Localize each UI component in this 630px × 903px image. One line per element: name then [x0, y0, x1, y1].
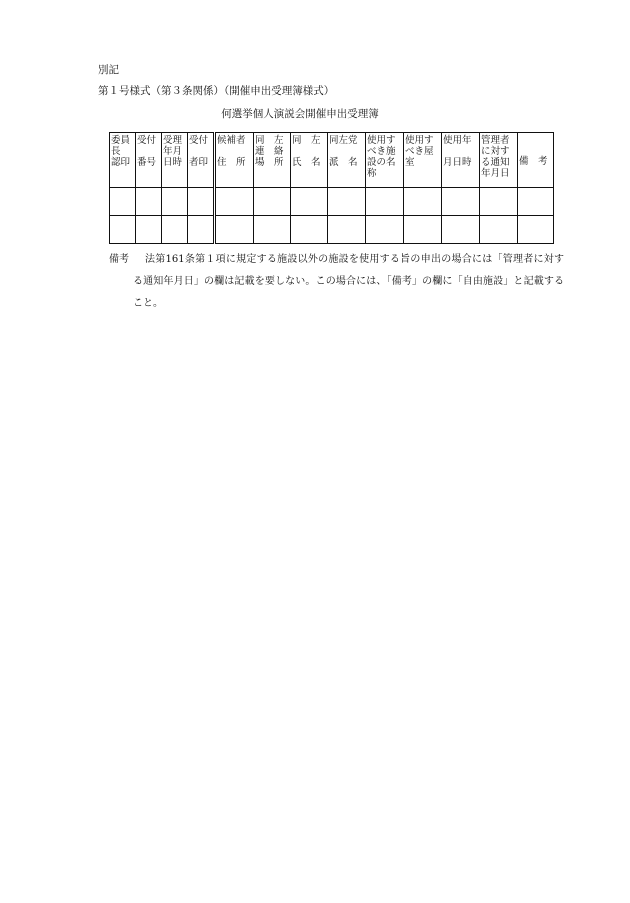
table-cell[interactable] [188, 216, 215, 244]
table-cell[interactable] [254, 188, 291, 216]
note-text: 法第161条第１項に規定する施設以外の施設を使用する旨の申出の場合には「管理者に対する通知年月日」の欄は記載を要しない。この場合には、「備考」の欄に「自由施設」と記載すること。 [133, 254, 564, 309]
table-cell[interactable] [328, 216, 366, 244]
table-cell[interactable] [518, 188, 554, 216]
table-cell[interactable] [291, 216, 328, 244]
table-cell[interactable] [136, 216, 162, 244]
form-title: 第１号様式（第３条関係）（開催申出受理簿様式） [98, 85, 335, 97]
table-cell[interactable] [110, 188, 136, 216]
table-cell[interactable] [136, 188, 162, 216]
table-cell[interactable] [291, 188, 328, 216]
table-cell[interactable] [162, 188, 188, 216]
table-cell[interactable] [188, 188, 215, 216]
table-cell[interactable] [518, 216, 554, 244]
remarks-note [109, 249, 564, 315]
note-label: 備考 [109, 254, 129, 265]
register-table [109, 132, 554, 244]
header-receipt-number: 受付 番号 [136, 133, 162, 188]
header-receiver-seal: 受付 者印 [188, 133, 215, 188]
table-row [110, 216, 554, 244]
table-row [110, 188, 554, 216]
table-cell[interactable] [442, 188, 480, 216]
table-cell[interactable] [480, 216, 518, 244]
table-cell[interactable] [215, 216, 254, 244]
table-header-row [110, 133, 554, 188]
header-room: 使用す べき屋 室 [404, 133, 442, 188]
header-manager-notice-date: 管理者 に対す る通知 年月日 [480, 133, 518, 188]
header-chair-seal: 委員 長 認印 [110, 133, 136, 188]
table-cell[interactable] [328, 188, 366, 216]
table-cell[interactable] [110, 216, 136, 244]
table-cell[interactable] [480, 188, 518, 216]
header-received-datetime: 受理 年月 日時 [162, 133, 188, 188]
header-party-name: 同左党 派 名 [328, 133, 366, 188]
header-contact-place: 同 左 連 絡 場 所 [254, 133, 291, 188]
table-cell[interactable] [254, 216, 291, 244]
table-cell[interactable] [215, 188, 254, 216]
table-cell[interactable] [366, 188, 404, 216]
table-cell[interactable] [366, 216, 404, 244]
table-cell[interactable] [404, 216, 442, 244]
table-cell[interactable] [162, 216, 188, 244]
header-candidate-address: 候補者 住 所 [215, 133, 254, 188]
table-cell[interactable] [404, 188, 442, 216]
document-label: 別記 [98, 64, 119, 76]
table-cell[interactable] [442, 216, 480, 244]
header-facility-name: 使用す べき施 設の名 称 [366, 133, 404, 188]
header-use-datetime: 使用年 月日時 [442, 133, 480, 188]
table-title: 何選挙個人演説会開催申出受理簿 [221, 108, 379, 120]
header-name: 同 左 氏 名 [291, 133, 328, 188]
header-remarks: 備 考 [518, 133, 554, 188]
